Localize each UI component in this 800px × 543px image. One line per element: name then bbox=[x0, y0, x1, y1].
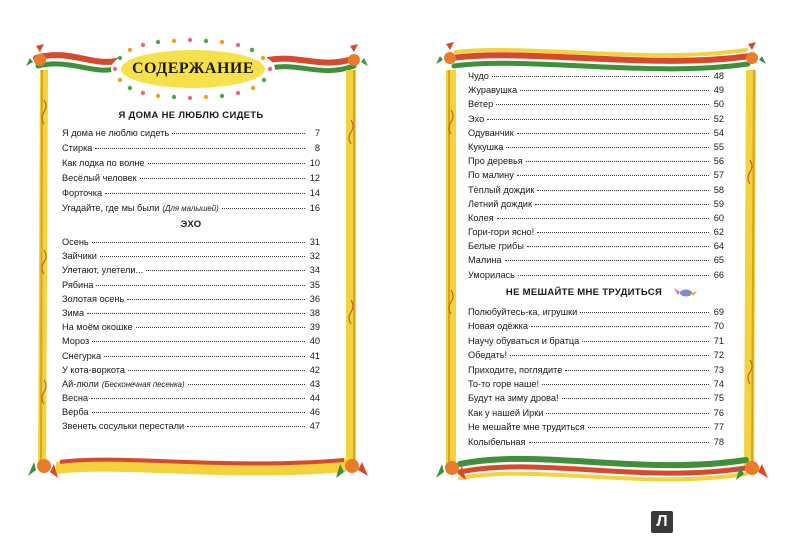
toc-entry bbox=[468, 140, 724, 154]
toc-entry-title: Научу обуваться и братца bbox=[468, 335, 580, 346]
toc-entry-page-number: 56 bbox=[713, 156, 724, 167]
toc-entry-title: Приходите, поглядите bbox=[468, 364, 563, 375]
toc-entry-title: Верба bbox=[62, 407, 89, 418]
toc-entry-page-number: 40 bbox=[309, 336, 320, 347]
toc-entry bbox=[62, 171, 320, 186]
publisher-logo-icon: Л bbox=[651, 511, 673, 533]
toc-entry bbox=[468, 391, 724, 405]
toc-entry bbox=[62, 263, 320, 277]
toc-entry-title: Звенеть сосульки перестали bbox=[62, 421, 185, 432]
toc-entry bbox=[468, 377, 724, 391]
toc-entry bbox=[468, 126, 724, 140]
toc-entry-title: Белые грибы bbox=[468, 241, 524, 252]
toc-entry bbox=[468, 420, 724, 434]
toc-entry bbox=[468, 83, 724, 97]
toc-entry-page-number: 16 bbox=[309, 203, 320, 213]
toc-entry-title: Про деревья bbox=[468, 156, 523, 167]
toc-entry-title: Зима bbox=[62, 307, 85, 318]
toc-entry-title: Полюбуйтесь-ка, игрушки bbox=[468, 307, 578, 317]
toc-entry-page-number: 35 bbox=[309, 279, 320, 290]
dot-leader bbox=[496, 104, 709, 105]
toc-list bbox=[468, 305, 724, 449]
dot-leader bbox=[535, 204, 709, 205]
right-page bbox=[400, 0, 800, 543]
toc-entry bbox=[62, 249, 320, 263]
toc-entry bbox=[62, 320, 320, 334]
dot-leader bbox=[506, 147, 709, 148]
toc-entry-title: Весёлый человек bbox=[62, 173, 137, 183]
toc-entry bbox=[468, 183, 724, 197]
toc-entry-title: Рябина bbox=[62, 279, 94, 290]
dot-leader bbox=[517, 133, 709, 134]
toc-entry-page-number: 46 bbox=[309, 407, 320, 418]
toc-entry-page-number: 36 bbox=[309, 293, 320, 304]
toc-entry bbox=[468, 435, 724, 449]
toc-entry-title: Новая одёжка bbox=[468, 321, 529, 332]
toc-entry-page-number: 57 bbox=[713, 170, 724, 181]
toc-entry-title: Я дома не люблю сидеть bbox=[62, 128, 170, 138]
dot-leader bbox=[588, 427, 709, 428]
toc-entry-page-number: 75 bbox=[713, 393, 724, 404]
section-heading: ЭХО bbox=[180, 219, 202, 230]
toc-entry-title: Весна bbox=[62, 393, 89, 404]
toc-entry-page-number: 77 bbox=[713, 422, 724, 433]
toc-entry-page-number: 52 bbox=[713, 113, 724, 124]
toc-entry bbox=[62, 292, 320, 306]
toc-entry-title: Эхо bbox=[468, 113, 485, 124]
toc-entry-page-number: 12 bbox=[309, 173, 320, 183]
toc-entry-title: Тёплый дождик bbox=[468, 184, 535, 195]
dot-leader bbox=[140, 178, 305, 179]
toc-entry bbox=[468, 168, 724, 182]
toc-entry bbox=[62, 363, 320, 377]
toc-entry-title: Колыбельная bbox=[468, 436, 526, 447]
toc-entry bbox=[468, 239, 724, 253]
dot-leader bbox=[505, 260, 709, 261]
dot-leader bbox=[105, 193, 305, 194]
dot-leader bbox=[546, 413, 709, 414]
toc-entry-page-number: 66 bbox=[713, 269, 724, 280]
toc-entry-note: (Для малышей) bbox=[162, 204, 219, 213]
toc-entry bbox=[62, 377, 320, 391]
dot-leader bbox=[580, 312, 709, 313]
toc-entry bbox=[62, 278, 320, 292]
toc-entry-page-number: 48 bbox=[713, 71, 724, 81]
toc-entry bbox=[468, 334, 724, 348]
dot-leader bbox=[87, 313, 305, 314]
toc-entry bbox=[468, 406, 724, 420]
toc-entry-page-number: 47 bbox=[309, 421, 320, 432]
toc-entry bbox=[62, 235, 320, 249]
dot-leader bbox=[510, 355, 709, 356]
toc-entry-page-number: 10 bbox=[309, 158, 320, 168]
dot-leader bbox=[565, 370, 709, 371]
toc-entry bbox=[62, 405, 320, 419]
toc-entry bbox=[468, 268, 724, 282]
toc-entry-page-number: 7 bbox=[314, 128, 320, 138]
toc-entry-title: Колея bbox=[468, 212, 494, 223]
toc-entry bbox=[62, 126, 320, 141]
dot-leader bbox=[517, 175, 709, 176]
toc-entry-title: По малину bbox=[468, 170, 514, 181]
toc-entry-page-number: 73 bbox=[713, 364, 724, 375]
dot-leader bbox=[562, 398, 710, 399]
toc-entry-page-number: 55 bbox=[713, 141, 724, 152]
dot-leader bbox=[92, 242, 305, 243]
toc-entry bbox=[468, 197, 724, 211]
dot-leader bbox=[127, 299, 305, 300]
toc-entry-page-number: 72 bbox=[713, 350, 724, 361]
dot-leader bbox=[104, 356, 305, 357]
toc-entry bbox=[62, 419, 320, 433]
toc-entry bbox=[62, 201, 320, 216]
toc-entry bbox=[468, 225, 724, 239]
toc-entry bbox=[468, 305, 724, 319]
toc-entry-title: Зайчики bbox=[62, 251, 97, 262]
toc-entry-page-number: 54 bbox=[713, 127, 724, 138]
page-title: СОДЕРЖАНИЕ bbox=[131, 60, 255, 77]
toc-entry-page-number: 14 bbox=[309, 188, 320, 198]
toc-entry-page-number: 39 bbox=[309, 322, 320, 333]
toc-entry-page-number: 74 bbox=[713, 378, 724, 389]
dot-leader bbox=[542, 384, 709, 385]
dot-leader bbox=[526, 161, 709, 162]
dot-leader bbox=[492, 76, 709, 77]
toc-entry-page-number: 71 bbox=[713, 335, 724, 346]
toc-entry-page-number: 50 bbox=[713, 99, 724, 110]
toc-entry-title: Будут на зиму дрова! bbox=[468, 393, 559, 404]
toc-entry-page-number: 49 bbox=[713, 85, 724, 96]
toc-entry-title: Мороз bbox=[62, 336, 90, 347]
toc-entry-title: Осень bbox=[62, 237, 89, 247]
dot-leader bbox=[187, 426, 305, 427]
dot-leader bbox=[172, 133, 305, 134]
toc-entry-title: На моём окошке bbox=[62, 322, 133, 333]
toc-entry bbox=[62, 334, 320, 348]
dot-leader bbox=[148, 163, 305, 164]
toc-entry bbox=[62, 156, 320, 171]
toc-entry-title: Малина bbox=[468, 255, 502, 266]
dot-leader bbox=[527, 246, 709, 247]
toc-entry-page-number: 42 bbox=[309, 364, 320, 375]
toc-entry-title: Ай-люли bbox=[62, 378, 99, 389]
dot-leader bbox=[537, 190, 709, 191]
dot-leader bbox=[518, 275, 709, 276]
dot-leader bbox=[520, 90, 709, 91]
toc-entry-title: Журавушка bbox=[468, 85, 518, 96]
toc-entry-title: Чудо bbox=[468, 71, 489, 81]
toc-entry-page-number: 43 bbox=[309, 378, 320, 389]
toc-entry bbox=[468, 112, 724, 126]
toc-list bbox=[62, 235, 320, 434]
dot-leader bbox=[92, 412, 305, 413]
dot-leader bbox=[96, 285, 305, 286]
dot-leader bbox=[531, 326, 709, 327]
toc-entry bbox=[62, 349, 320, 363]
dot-leader bbox=[146, 270, 305, 271]
toc-entry-title: У кота-воркота bbox=[62, 364, 125, 375]
dot-leader bbox=[188, 384, 305, 385]
toc-entry bbox=[62, 141, 320, 156]
toc-entry-page-number: 69 bbox=[713, 307, 724, 317]
toc-entry-title: Летний дождик bbox=[468, 198, 532, 209]
dot-leader bbox=[92, 341, 305, 342]
dot-leader bbox=[95, 148, 305, 149]
toc-entry-page-number: 60 bbox=[713, 212, 724, 223]
toc-entry bbox=[62, 391, 320, 405]
toc-entry-page-number: 32 bbox=[309, 251, 320, 262]
toc-entry-title: Форточка bbox=[62, 188, 103, 198]
dot-leader bbox=[529, 442, 710, 443]
toc-entry bbox=[62, 186, 320, 201]
toc-entry-page-number: 65 bbox=[713, 255, 724, 266]
dot-leader bbox=[128, 370, 305, 371]
toc-entry-title: Как лодка по волне bbox=[62, 158, 145, 168]
toc-entry-page-number: 41 bbox=[309, 350, 320, 361]
toc-entry-page-number: 38 bbox=[309, 307, 320, 318]
toc-entry-title: Не мешайте мне трудиться bbox=[468, 422, 585, 433]
dot-leader bbox=[582, 341, 709, 342]
toc-entry bbox=[468, 97, 724, 111]
toc-entry-title: Кукушка bbox=[468, 141, 504, 152]
toc-entry-page-number: 31 bbox=[309, 237, 320, 247]
toc-entry-title: Угадайте, где мы были bbox=[62, 203, 160, 213]
section-heading: НЕ МЕШАЙТЕ МНЕ ТРУДИТЬСЯ bbox=[505, 287, 663, 298]
toc-entry bbox=[468, 253, 724, 267]
toc-entry-page-number: 34 bbox=[309, 265, 320, 276]
toc-entry-title: Гори-гори ясно! bbox=[468, 227, 535, 238]
dot-leader bbox=[537, 232, 709, 233]
toc-entry-title: Уморилась bbox=[468, 269, 515, 280]
toc-entry-note: (Бесконечная песенка) bbox=[101, 379, 185, 389]
toc-entry bbox=[468, 319, 724, 333]
toc-entry-title: Стирка bbox=[62, 143, 93, 153]
toc-entry-title: Обедать! bbox=[468, 350, 508, 361]
toc-entry-title: То-то горе наше! bbox=[468, 378, 540, 389]
toc-entry bbox=[468, 154, 724, 168]
toc-entry bbox=[468, 211, 724, 225]
toc-entry bbox=[468, 348, 724, 362]
toc-entry bbox=[468, 69, 724, 83]
toc-entry-title: Золотая осень bbox=[62, 293, 125, 304]
dot-leader bbox=[487, 119, 709, 120]
toc-entry-page-number: 78 bbox=[713, 436, 724, 447]
toc-list bbox=[62, 126, 320, 216]
toc-entry-page-number: 64 bbox=[713, 241, 724, 252]
toc-entry-page-number: 62 bbox=[713, 227, 724, 238]
toc-entry-page-number: 76 bbox=[713, 407, 724, 418]
toc-entry-page-number: 70 bbox=[713, 321, 724, 332]
toc-entry-title: Ветер bbox=[468, 99, 494, 110]
toc-entry-title: Улетают, улетели... bbox=[62, 265, 144, 276]
toc-entry-page-number: 44 bbox=[309, 393, 320, 404]
toc-entry-page-number: 58 bbox=[713, 184, 724, 195]
toc-entry bbox=[468, 363, 724, 377]
dot-leader bbox=[222, 208, 305, 209]
dot-leader bbox=[91, 398, 305, 399]
toc-entry-title: Снегурка bbox=[62, 350, 102, 361]
toc-entry-page-number: 59 bbox=[713, 198, 724, 209]
toc-entry-title: Как у нашей Ирки bbox=[468, 407, 544, 418]
toc-entry bbox=[62, 306, 320, 320]
toc-list bbox=[468, 69, 724, 282]
dot-leader bbox=[136, 327, 305, 328]
toc-entry-page-number: 8 bbox=[314, 143, 320, 153]
dot-leader bbox=[100, 256, 305, 257]
section-heading: Я ДОМА НЕ ЛЮБЛЮ СИДЕТЬ bbox=[118, 110, 264, 121]
toc-entry-title: Одуванчик bbox=[468, 127, 514, 138]
dot-leader bbox=[497, 218, 709, 219]
